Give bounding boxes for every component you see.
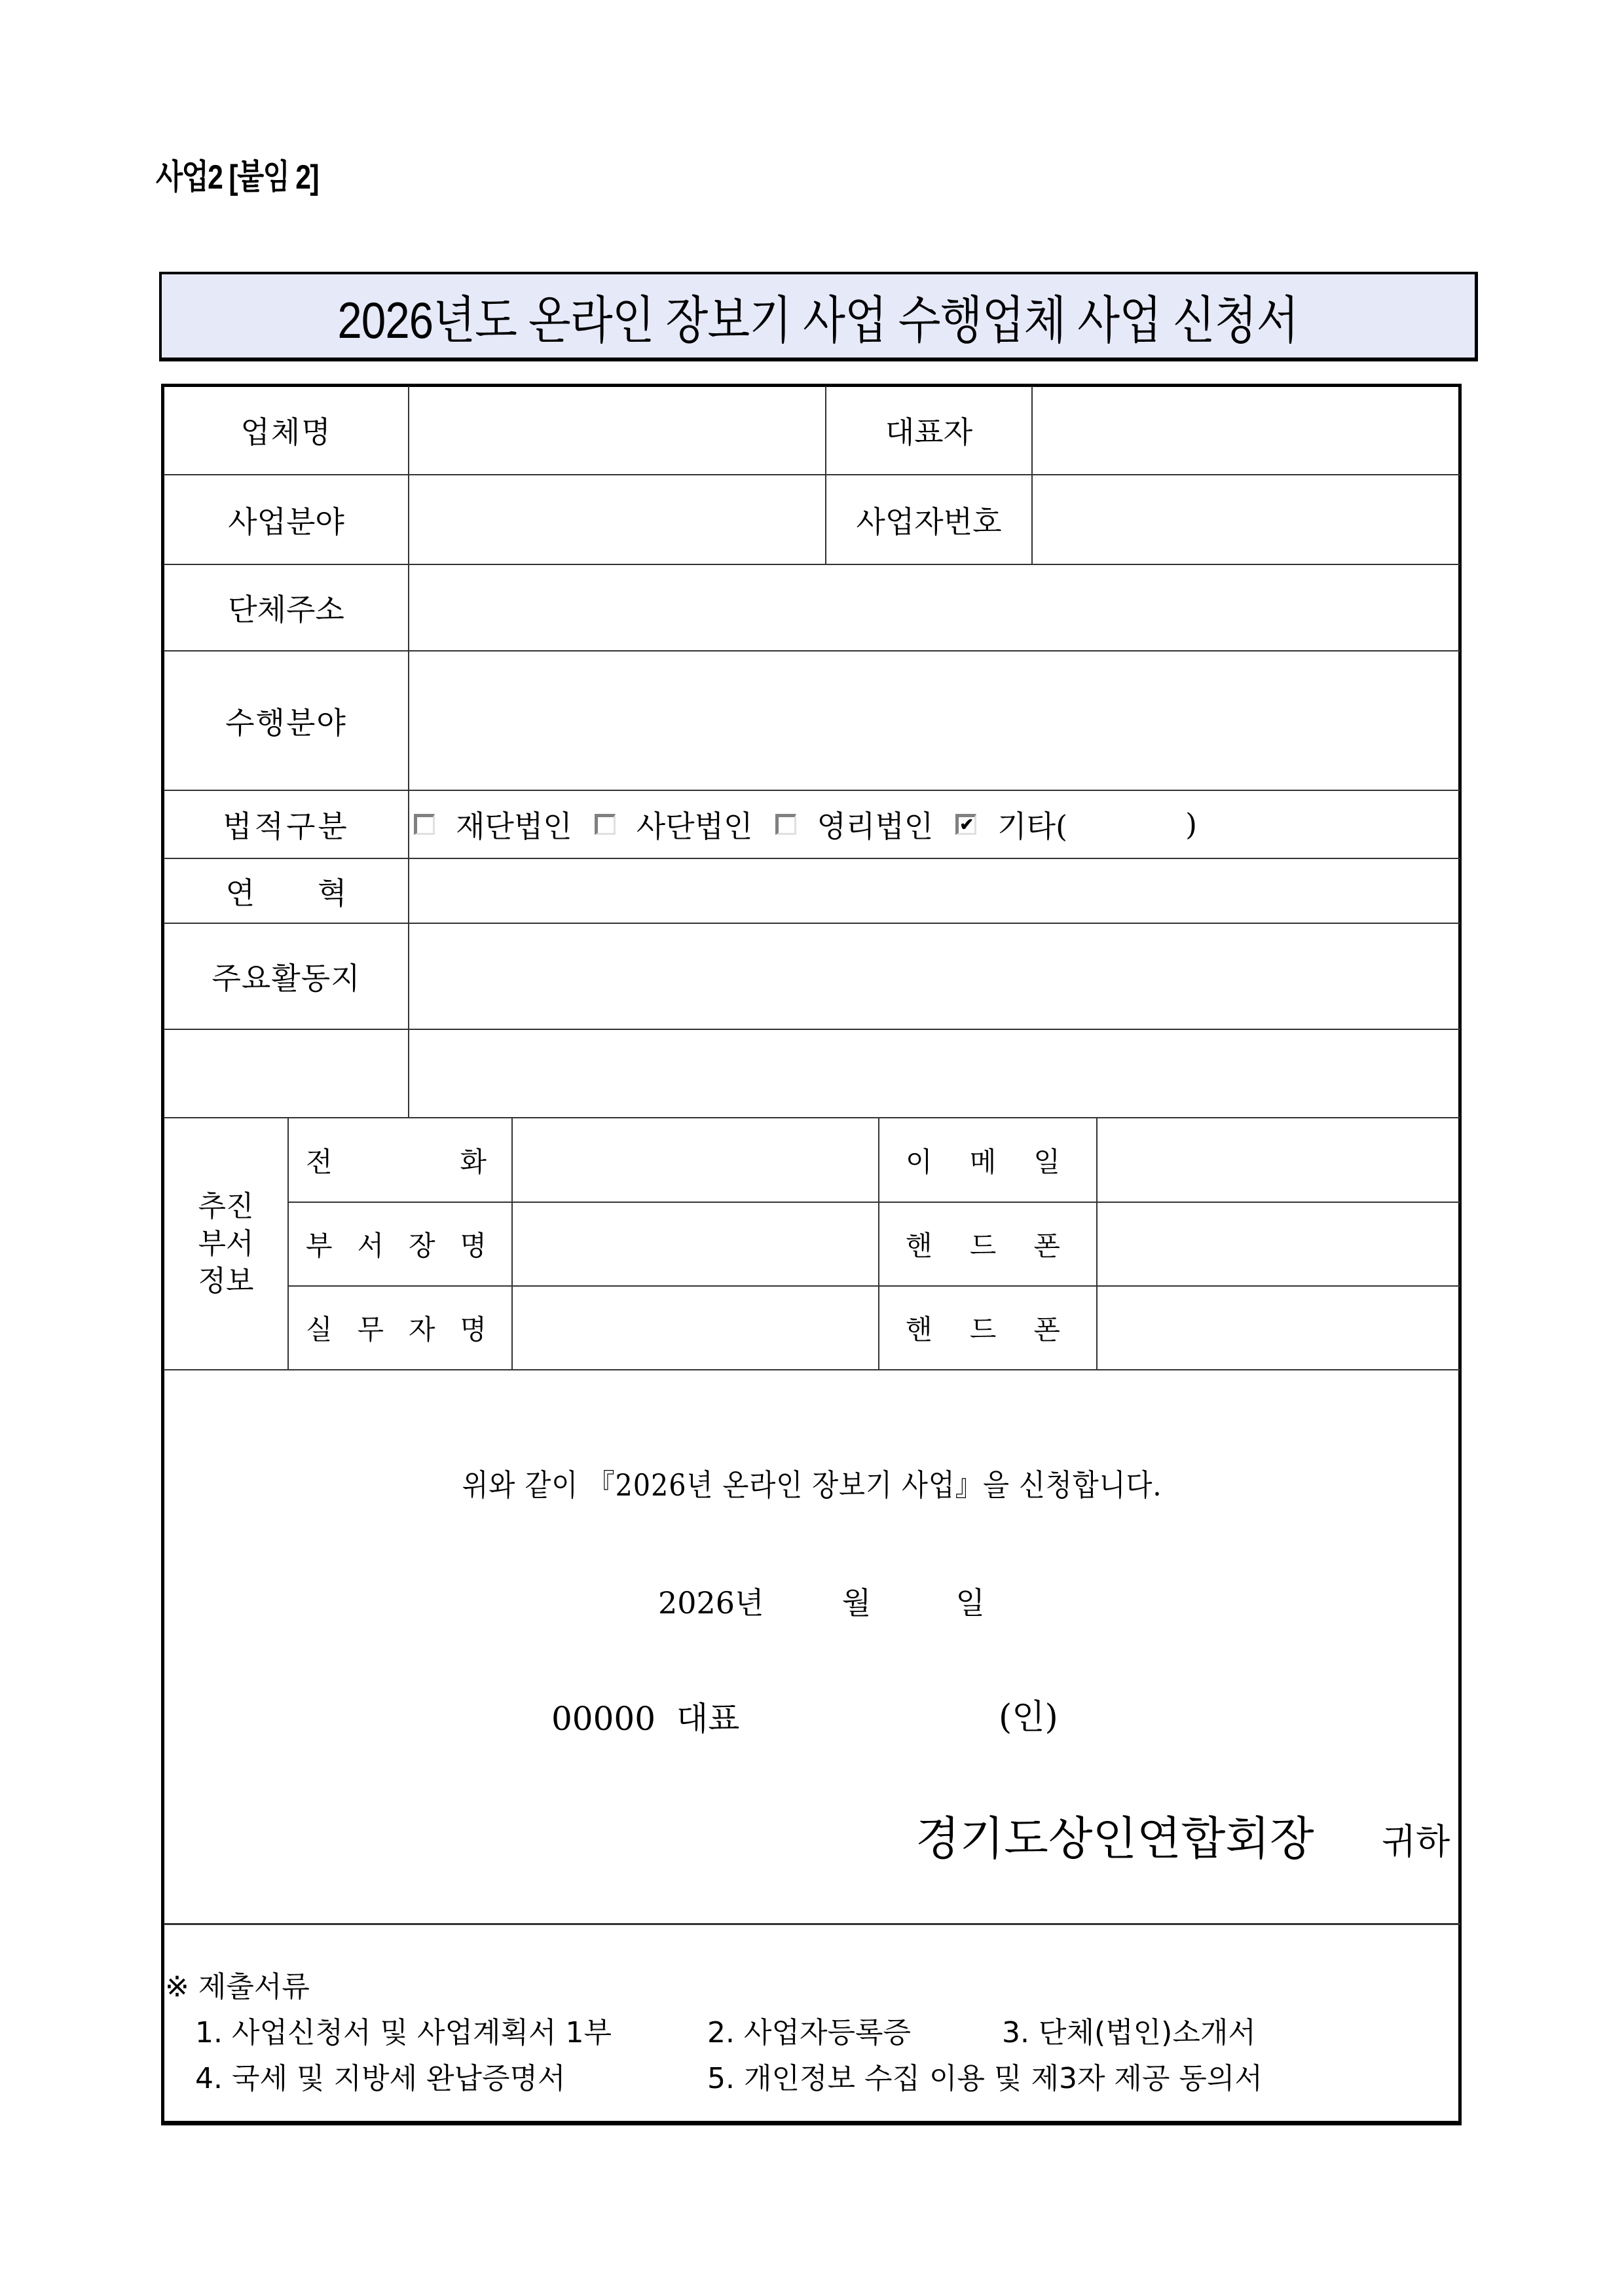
legal-type-option-other[interactable] bbox=[955, 803, 1197, 846]
email-label: 이 메 일 bbox=[906, 1145, 1060, 1178]
checkbox-association[interactable] bbox=[595, 814, 616, 835]
staff-mobile-field[interactable] bbox=[1098, 1287, 1459, 1369]
submission-doc-item: 3. 단체(법인)소개서 bbox=[1002, 2016, 1256, 2049]
date-month: 월 bbox=[841, 1585, 872, 1621]
checkbox-other-checked[interactable] bbox=[955, 814, 976, 835]
org-address-label: 단체주소 bbox=[228, 592, 344, 627]
history-field[interactable] bbox=[410, 859, 1459, 923]
date-day: 일 bbox=[955, 1585, 985, 1621]
row-divider bbox=[164, 1029, 1460, 1030]
legal-type-label: 법적구분 bbox=[223, 809, 350, 844]
document-title: 2026년도 온라인 장보기 사업 수행업체 사업 신청서 bbox=[337, 291, 1299, 349]
addressee: 경기도상인연합회장 bbox=[915, 1812, 1314, 1865]
row-divider bbox=[164, 1369, 1460, 1370]
business-number-field[interactable] bbox=[1033, 475, 1459, 564]
legal-type-option-foundation[interactable] bbox=[414, 803, 572, 846]
main-activity-field[interactable] bbox=[410, 924, 1459, 1029]
staff-mobile-label: 핸 드 폰 bbox=[906, 1313, 1060, 1346]
phone-label: 전 화 bbox=[306, 1145, 487, 1178]
dept-head-mobile-label: 핸 드 폰 bbox=[906, 1230, 1060, 1262]
staff-name-label: 실 무 자 명 bbox=[306, 1313, 487, 1346]
checkmark-icon: ✔ bbox=[959, 815, 974, 835]
main-activity-label: 주요활동지 bbox=[212, 961, 361, 996]
section-divider bbox=[164, 1923, 1460, 1925]
org-address-field[interactable] bbox=[410, 565, 1459, 650]
dept-info-label: 추진 부서 정보 bbox=[198, 1189, 254, 1298]
submission-doc-item: 5. 개인정보 수집 이용 및 제3자 제공 동의서 bbox=[707, 2062, 1263, 2095]
history-label: 연 혁 bbox=[225, 875, 347, 911]
date-year: 2026년 bbox=[658, 1585, 764, 1621]
business-number-label: 사업자번호 bbox=[856, 504, 1002, 540]
application-date bbox=[658, 1579, 985, 1623]
declaration-statement: 위와 같이 『2026년 온라인 장보기 사업』을 신청합니다. bbox=[462, 1467, 1162, 1503]
checkbox-foundation[interactable] bbox=[414, 814, 435, 835]
option-label: 재단법인 bbox=[456, 809, 572, 844]
attachment-label: 사업2 [붙임 2] bbox=[156, 158, 318, 196]
column-divider bbox=[408, 386, 409, 1117]
submission-doc-item: 2. 사업자등록증 bbox=[707, 2016, 911, 2049]
checkbox-for-profit[interactable] bbox=[775, 814, 796, 835]
phone-field[interactable] bbox=[513, 1118, 878, 1202]
submission-doc-item: 1. 사업신청서 및 사업계획서 1부 bbox=[195, 2016, 612, 2049]
business-field-field[interactable] bbox=[410, 475, 825, 564]
business-field-label: 사업분야 bbox=[228, 504, 344, 540]
performance-field-label: 수행분야 bbox=[225, 705, 347, 741]
submission-docs-heading: ※ 제출서류 bbox=[165, 1970, 310, 2004]
email-field[interactable] bbox=[1098, 1118, 1459, 1202]
legal-type-option-for-profit[interactable] bbox=[775, 803, 934, 846]
option-label: 영리법인 bbox=[817, 809, 934, 844]
legal-type-options bbox=[414, 791, 1219, 858]
dept-head-mobile-field[interactable] bbox=[1098, 1203, 1459, 1285]
company-name-label: 업체명 bbox=[240, 414, 332, 450]
other-close-paren: ) bbox=[1185, 807, 1198, 842]
performance-field-field[interactable] bbox=[410, 652, 1459, 790]
company-name-field[interactable] bbox=[410, 386, 825, 474]
legal-type-option-association[interactable] bbox=[595, 803, 753, 846]
representative-signature: 00000 대표 bbox=[551, 1700, 740, 1738]
option-label: 기타( bbox=[997, 809, 1068, 844]
submission-doc-item: 4. 국세 및 지방세 완납증명서 bbox=[195, 2062, 566, 2095]
dept-head-name-label: 부 서 장 명 bbox=[306, 1230, 487, 1262]
dept-head-name-field[interactable] bbox=[513, 1203, 878, 1285]
staff-name-field[interactable] bbox=[513, 1287, 878, 1369]
representative-label: 대표자 bbox=[885, 414, 973, 450]
honorific: 귀하 bbox=[1382, 1821, 1450, 1862]
seal-mark: (인) bbox=[999, 1698, 1058, 1737]
title-box bbox=[159, 272, 1478, 361]
column-divider bbox=[1031, 386, 1033, 564]
option-label: 사단법인 bbox=[636, 809, 753, 844]
representative-field[interactable] bbox=[1033, 386, 1459, 474]
